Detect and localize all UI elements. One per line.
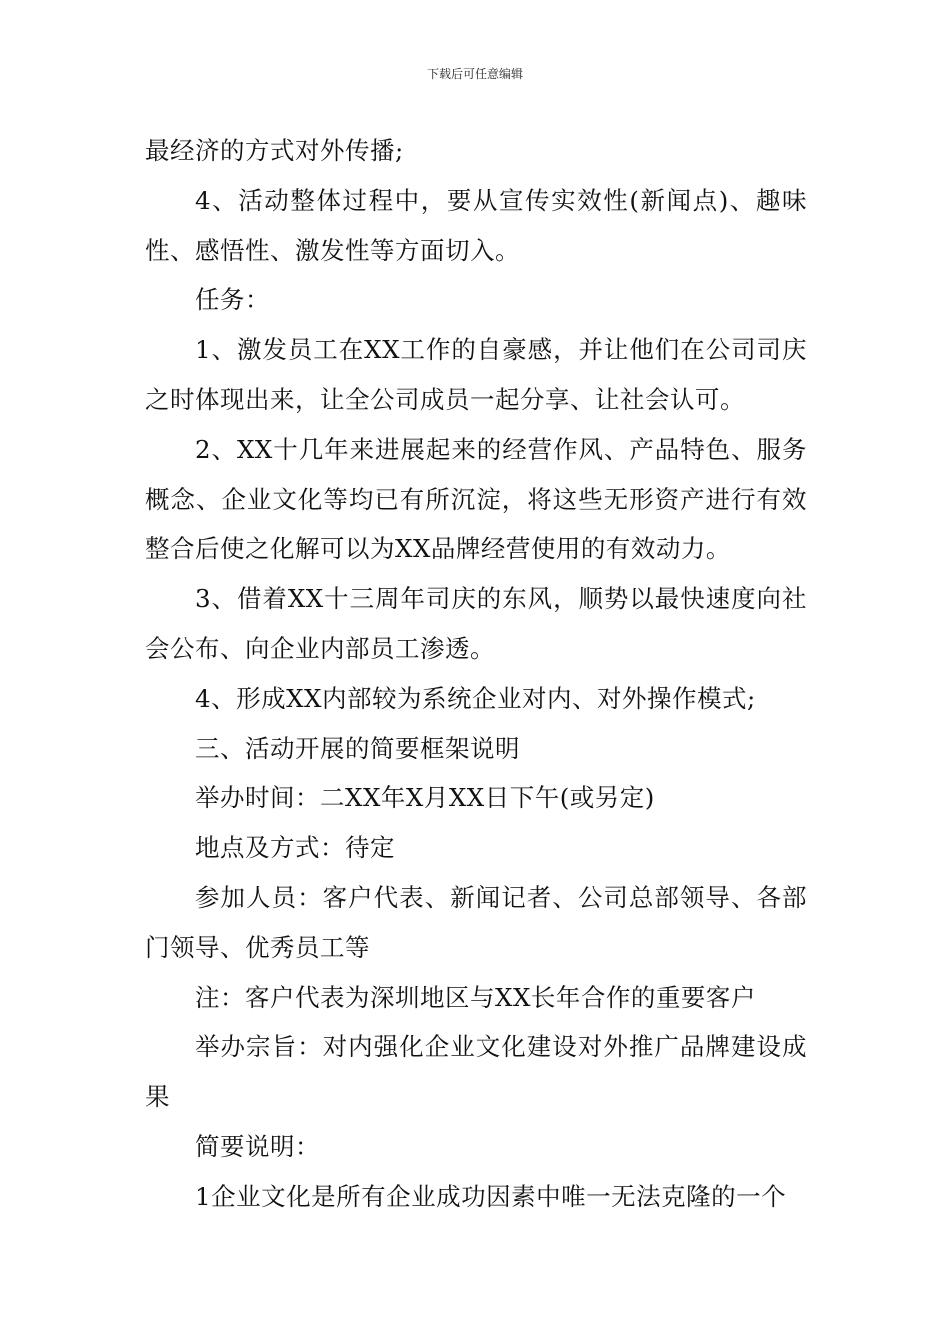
paragraph: 注：客户代表为深圳地区与XX长年合作的重要客户 [195,982,756,1012]
section-heading: 三、活动开展的简要框架说明 [195,733,520,763]
paragraph: 1、激发员工在XX工作的自豪感，并让他们在公司司庆之时体现出来，让全公司成员一起分享、让社会认可。 [145,335,807,414]
paragraph: 1企业文化是所有企业成功因素中唯一无法克隆的一个 [195,1181,787,1211]
paragraph: 2、XX十几年来进展起来的经营作风、产品特色、服务概念、企业文化等均已有所沉淀，将这些无形资产进行有效整合后使之化解可以为XX品牌经营使用的有效动力。 [145,434,807,564]
paragraph: 参加人员：客户代表、新闻记者、公司总部领导、各部门领导、优秀员工等 [145,882,807,962]
paragraph: 地点及方式：待定 [195,833,395,863]
section-heading: 任务： [195,285,270,315]
section-heading: 简要说明： [195,1131,320,1161]
paragraph: 4、活动整体过程中，要从宣传实效性(新闻点)、趣味性、感悟性、激发性等方面切入。 [145,185,807,265]
paragraph: 4、形成XX内部较为系统企业对内、对外操作模式; [195,683,756,713]
paragraph: 举办时间：二XX年X月XX日下午(或另定) [195,783,655,813]
paragraph: 最经济的方式对外传播; [145,136,404,165]
page-header: 下载后可任意编辑 [426,67,523,81]
paragraph: 举办宗旨：对内强化企业文化建设对外推广品牌建设成果 [145,1032,807,1112]
document-body [145,126,807,1222]
paragraph: 3、借着XX十三周年司庆的东风，顺势以最快速度向社会公布、向企业内部员工渗透。 [145,584,807,663]
